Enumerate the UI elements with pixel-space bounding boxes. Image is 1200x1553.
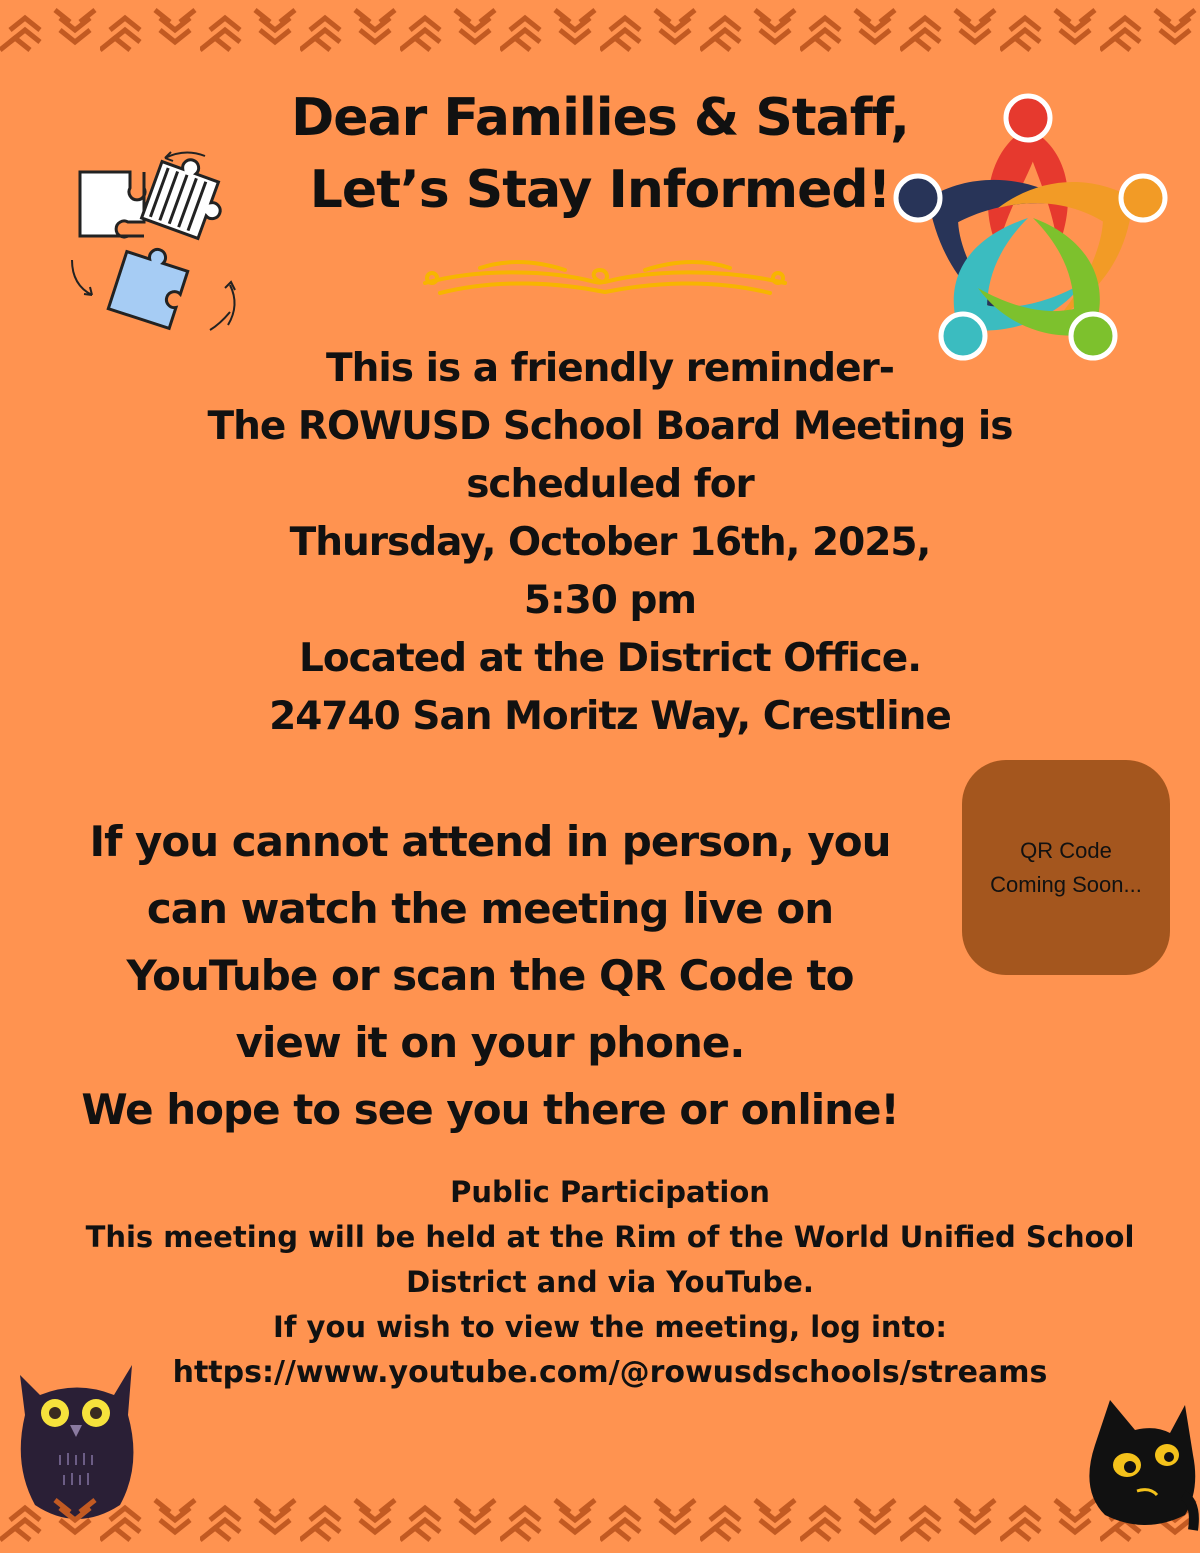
people-circle-icon [888, 88, 1173, 368]
public-heading: Public Participation [450, 1175, 770, 1209]
watch-line-5: We hope to see you there or online! [81, 1085, 899, 1134]
public-line-3: If you wish to view the meeting, log into: [273, 1310, 947, 1344]
title-line-1: Dear Families & Staff, [291, 88, 909, 148]
watch-online-message [40, 808, 940, 1143]
meeting-location: Located at the District Office. [298, 636, 922, 681]
meeting-date: Thursday, October 16th, 2025, [289, 520, 931, 565]
watch-line-1: If you cannot attend in person, you [89, 817, 891, 866]
title-line-2: Let’s Stay Informed! [309, 160, 891, 220]
black-cat-icon [1075, 1395, 1200, 1535]
watch-line-2: can watch the meeting live on [146, 884, 834, 933]
reminder-line-1: This is a friendly reminder- [326, 346, 894, 391]
puzzle-pieces-icon [60, 140, 260, 350]
watch-line-3: YouTube or scan the QR Code to [126, 951, 854, 1000]
meeting-time: 5:30 pm [523, 578, 697, 623]
reminder-line-3: scheduled for [466, 462, 754, 507]
meeting-address: 24740 San Moritz Way, Crestline [269, 694, 951, 739]
flourish-divider [420, 248, 790, 308]
qr-code-placeholder [962, 760, 1170, 975]
watch-line-4: view it on your phone. [235, 1018, 745, 1067]
qr-coming-soon: Coming Soon... [990, 871, 1142, 897]
top-border-pattern [0, 0, 1200, 60]
meeting-reminder [100, 340, 1120, 746]
page-title [240, 82, 960, 226]
bottom-border-pattern [0, 1490, 1200, 1550]
reminder-line-2: The ROWUSD School Board Meeting is [207, 404, 1013, 449]
youtube-link[interactable]: https://www.youtube.com/@rowusdschools/streams [172, 1355, 1048, 1390]
public-line-1: This meeting will be held at the Rim of the World Unified School [85, 1220, 1135, 1254]
public-line-2: District and via YouTube. [406, 1265, 814, 1299]
public-participation [40, 1170, 1180, 1395]
qr-label: QR Code [1020, 837, 1112, 863]
